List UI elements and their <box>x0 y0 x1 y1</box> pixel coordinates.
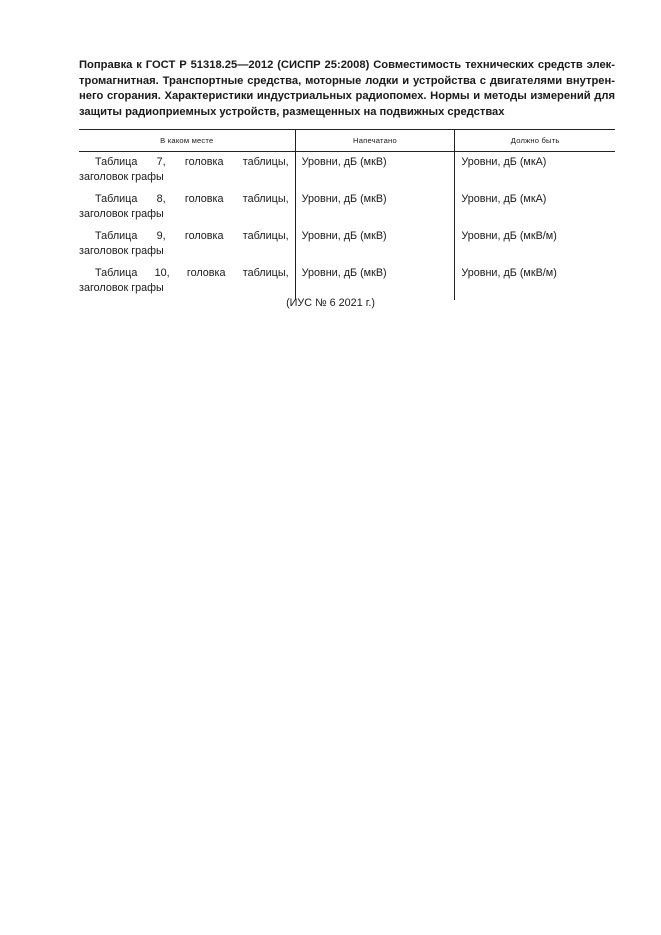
cell-should-be: Уровни, дБ (мкА) <box>455 189 615 226</box>
table-row <box>79 189 615 226</box>
header-printed: Напечатано <box>295 130 455 152</box>
cell-place <box>79 189 295 226</box>
title-line: Поправка к ГОСТ Р 51318.25—2012 (СИСПР 25:2008) Совместимость технических средств элек- <box>79 59 615 71</box>
cell-should-be: Уровни, дБ (мкВ/м) <box>455 226 615 263</box>
title-line: тромагнитная. Транспортные средства, моторные лодки и устройства с двигателями внутрен- <box>79 74 615 87</box>
title-line: защиты радиоприемных устройств, размещенных на подвижных средствах <box>79 105 505 118</box>
place-text: Таблица 8, головка таблицы, заголовок графы <box>79 193 289 220</box>
amendment-table <box>79 129 615 300</box>
table-row <box>79 263 615 300</box>
source-note: (ИУС № 6 2021 г.) <box>286 297 375 309</box>
cell-printed: Уровни, дБ (мкВ) <box>295 189 455 226</box>
place-text: Таблица 10, головка таблицы, заголовок графы <box>79 267 289 294</box>
cell-should-be: Уровни, дБ (мкА) <box>455 152 615 190</box>
cell-printed: Уровни, дБ (мкВ) <box>295 226 455 263</box>
cell-should-be: Уровни, дБ (мкВ/м) <box>455 263 615 300</box>
table-header-row <box>79 130 615 152</box>
place-text: Таблица 9, головка таблицы, заголовок графы <box>79 230 289 257</box>
place-text: Таблица 7, головка таблицы, заголовок графы <box>79 156 289 183</box>
header-place: В каком месте <box>160 136 214 145</box>
table-row <box>79 226 615 263</box>
cell-printed: Уровни, дБ (мкВ) <box>295 263 455 300</box>
cell-place <box>79 263 295 300</box>
table-row <box>79 152 615 190</box>
cell-printed: Уровни, дБ (мкВ) <box>295 152 455 190</box>
header-should-be: Должно быть <box>455 130 615 152</box>
amendment-title <box>79 58 615 120</box>
title-line: него сгорания. Характеристики индустриальных радиопомех. Нормы и методы измерений для <box>79 90 615 102</box>
cell-place <box>79 226 295 263</box>
cell-place <box>79 152 295 190</box>
